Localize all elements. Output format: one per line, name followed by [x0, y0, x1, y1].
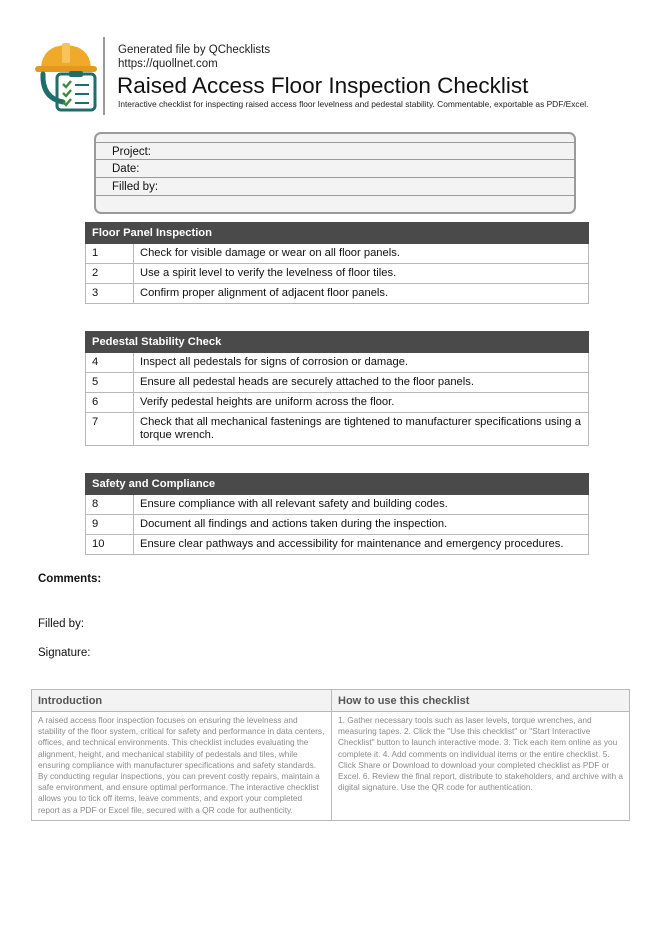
checklist-row[interactable] — [86, 495, 589, 515]
item-text: Use a spirit level to verify the levelness of floor tiles. — [134, 264, 589, 284]
filled-by-field[interactable]: Filled by: — [96, 178, 574, 196]
item-number: 10 — [86, 535, 134, 555]
item-text: Ensure clear pathways and accessibility for maintenance and emergency procedures. — [134, 535, 589, 555]
item-text: Ensure all pedestal heads are securely attached to the floor panels. — [134, 373, 589, 393]
page-title: Raised Access Floor Inspection Checklist — [117, 73, 529, 98]
item-number: 7 — [86, 413, 134, 446]
item-number: 4 — [86, 353, 134, 373]
item-number: 1 — [86, 244, 134, 264]
section-pedestal-stability-check — [85, 331, 589, 446]
item-number: 5 — [86, 373, 134, 393]
generated-by-text: Generated file by QChecklists — [118, 44, 271, 56]
introduction-text: A raised access floor inspection focuses on ensuring the levelness and stability of the floor system, critical for safety and performance in data centers, offices, and technical environments. This checklist includes evaluating the alignment, height, and mechanical stability of pedestals and tiles, while ensuring compliance with manufacturer specifications and safety standards. By conducting regular inspections, you can prevent costly repairs, maintain a safe environment, and ensure optimal performance. The interactive checklist allows you to tick off items, leave comments, and export your completed report as a PDF or Excel file, secured with a QR code for authenticity. — [32, 712, 332, 821]
checklist-row[interactable] — [86, 535, 589, 555]
checklist-row[interactable] — [86, 413, 589, 446]
project-field[interactable]: Project: — [96, 142, 574, 160]
signature-label: Signature: — [38, 647, 91, 659]
item-number: 6 — [86, 393, 134, 413]
source-url[interactable]: https://quollnet.com — [118, 58, 218, 70]
item-text: Ensure compliance with all relevant safety and building codes. — [134, 495, 589, 515]
item-text: Inspect all pedestals for signs of corrosion or damage. — [134, 353, 589, 373]
how-to-use-heading: How to use this checklist — [332, 690, 630, 712]
hardhat-checklist-logo — [33, 40, 105, 112]
checklist-row[interactable] — [86, 393, 589, 413]
checklist-row[interactable] — [86, 284, 589, 304]
item-text: Document all findings and actions taken during the inspection. — [134, 515, 589, 535]
header-divider — [103, 37, 105, 115]
item-number: 9 — [86, 515, 134, 535]
how-to-use-text: 1. Gather necessary tools such as laser levels, torque wrenches, and measuring tapes. 2. Click the "Use this checklist" or "Start Interactive Checklist" button to launch interactive mode. 3. Tick each item online as you complete it. 4. Add comments on individual items or the entire checklist. 5. Click Share or Download to download your completed checklist as PDF or Excel. 6. Review the final report, distribute to stakeholders, and archive with a digital signature. Use the QR code for authentication. — [332, 712, 630, 821]
project-info-box — [94, 132, 576, 214]
item-number: 3 — [86, 284, 134, 304]
item-number: 8 — [86, 495, 134, 515]
item-text: Check for visible damage or wear on all floor panels. — [134, 244, 589, 264]
item-text: Check that all mechanical fastenings are tightened to manufacturer specifications using a torque wrench. — [134, 413, 589, 446]
section-heading: Pedestal Stability Check — [86, 332, 589, 353]
comments-label: Comments: — [38, 573, 102, 585]
introduction-table — [31, 689, 630, 821]
introduction-heading: Introduction — [32, 690, 332, 712]
filled-by-label: Filled by: — [38, 618, 85, 630]
section-floor-panel-inspection — [85, 222, 589, 304]
item-number: 2 — [86, 264, 134, 284]
checklist-row[interactable] — [86, 353, 589, 373]
item-text: Verify pedestal heights are uniform across the floor. — [134, 393, 589, 413]
checklist-row[interactable] — [86, 264, 589, 284]
section-heading: Floor Panel Inspection — [86, 223, 589, 244]
section-safety-and-compliance — [85, 473, 589, 555]
generator-info — [118, 43, 270, 71]
page-subtitle: Interactive checklist for inspecting raised access floor levelness and pedestal stability. Commentable, exportable as PDF/Excel. — [118, 99, 589, 109]
date-field[interactable]: Date: — [96, 160, 574, 178]
item-text: Confirm proper alignment of adjacent floor panels. — [134, 284, 589, 304]
checklist-row[interactable] — [86, 515, 589, 535]
section-heading: Safety and Compliance — [86, 474, 589, 495]
checklist-row[interactable] — [86, 244, 589, 264]
checklist-row[interactable] — [86, 373, 589, 393]
